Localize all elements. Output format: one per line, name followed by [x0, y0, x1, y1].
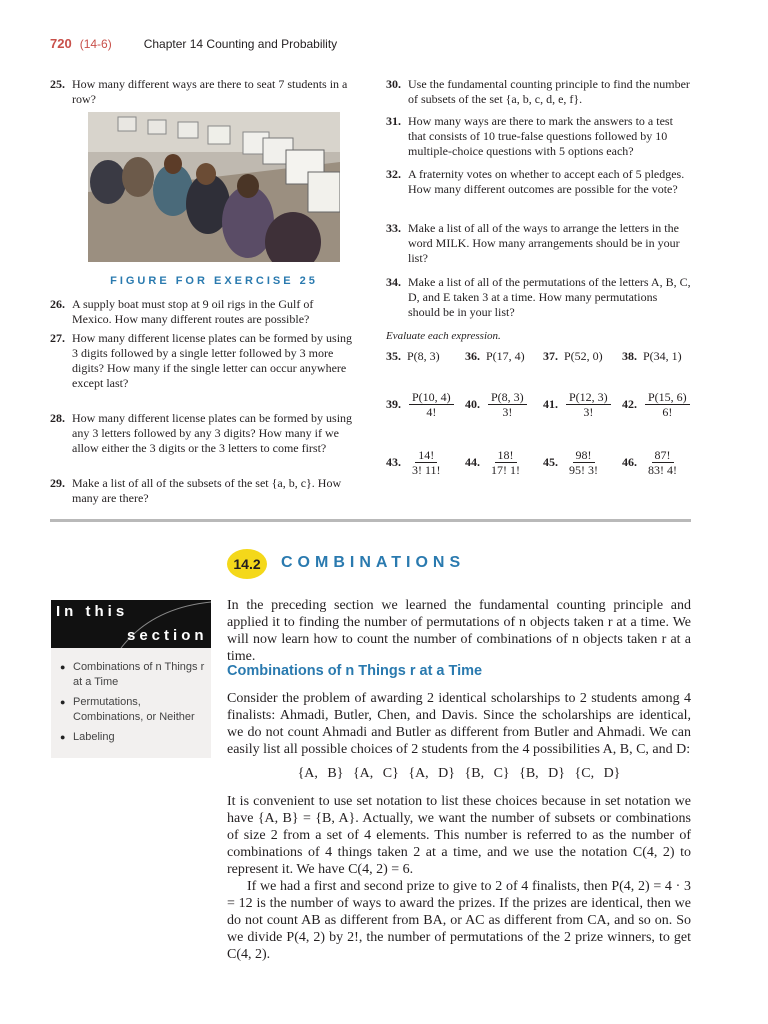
exercise-number: 32. [386, 167, 401, 181]
exercise-number: 33. [386, 221, 401, 235]
exercise-34 [386, 275, 691, 320]
numerator: P(8, 3) [488, 390, 527, 405]
exercise-number: 35. [386, 349, 401, 363]
fraction [488, 390, 527, 419]
denominator: 95! 3! [569, 463, 598, 477]
fraction [409, 448, 444, 477]
exercise-expr: P(8, 3) [407, 349, 440, 363]
section-title: COMBINATIONS [281, 554, 466, 571]
fraction [566, 448, 601, 477]
exercise-number: 41. [543, 397, 558, 411]
exercise-text: Make a list of all of the subsets of the set {a, b, c}. How many are there? [72, 476, 342, 505]
exercise-45 [543, 448, 601, 477]
exercise-44 [465, 448, 523, 477]
exercise-text: How many different ways are there to seat 7 students in a row? [72, 77, 348, 106]
exercise-text: A supply boat must stop at 9 oil rigs in the Gulf of Mexico. How many different routes are possible? [72, 297, 314, 326]
list-item[interactable]: ● Permutations, Combinations, or Neither [60, 695, 205, 725]
chapter-title: Chapter 14 Counting and Probability [143, 37, 338, 51]
numerator: P(10, 4) [409, 390, 454, 405]
exercise-number: 37. [543, 349, 558, 363]
in-this-section-list [60, 660, 205, 750]
fraction [566, 390, 611, 419]
exercise-number: 43. [386, 455, 401, 469]
numerator: 14! [415, 448, 437, 463]
exercise-29 [50, 476, 354, 506]
exercise-35 [386, 349, 440, 364]
list-item[interactable]: ● Labeling [60, 730, 205, 745]
exercise-43 [386, 448, 444, 477]
denominator: 6! [662, 405, 673, 419]
exercise-number: 30. [386, 77, 401, 91]
numerator: P(12, 3) [566, 390, 611, 405]
exercise-36 [465, 349, 525, 364]
exercise-number: 29. [50, 476, 65, 490]
exercise-number: 26. [50, 297, 65, 311]
exercise-25 [50, 77, 354, 107]
exercise-expr: P(17, 4) [486, 349, 525, 363]
exercise-27 [50, 331, 354, 391]
running-header [50, 36, 337, 51]
exercise-26 [50, 297, 354, 327]
list-item[interactable]: ● Combinations of n Things r at a Time [60, 660, 205, 690]
subheading: Combinations of n Things r at a Time [227, 663, 483, 679]
intro-paragraph: In the preceding section we learned the fundamental counting principle and applied it to finding the number of permutations of n objects taken r at a time. We will now learn how to count the number of combinations of n objects taken r at a time. [227, 598, 691, 664]
exercise-expr: P(34, 1) [643, 349, 682, 363]
figure-caption: FIGURE FOR EXERCISE 25 [110, 275, 318, 287]
exercise-number: 44. [465, 455, 480, 469]
exercise-37 [543, 349, 603, 364]
section-badge: 14.2 [227, 549, 267, 579]
exercise-number: 40. [465, 397, 480, 411]
exercise-number: 25. [50, 77, 65, 91]
exercise-text: Make a list of all of the permutations of the letters A, B, C, D, and E taken 3 at a time. How many permutations should be in your list? [408, 275, 691, 319]
exercise-number: 42. [622, 397, 637, 411]
exercise-text: Use the fundamental counting principle to find the number of subsets of the set {a, b, c, d, e, f}. [408, 77, 690, 106]
denominator: 3! [502, 405, 513, 419]
exercise-number: 46. [622, 455, 637, 469]
exercise-number: 27. [50, 331, 65, 345]
exercise-46 [622, 448, 680, 477]
paragraph-2: It is convenient to use set notation to list these choices because in set notation we have {A, B} = {B, A}. Actually, we want the number of subsets or combinations of size 2 from a set of 4 elements. This number is referred to as the number of combinations of 4 things taken 2 at a time, and we use the notation C(4, 2) to represent it. We have C(4, 2) = 6. [227, 794, 691, 877]
exercise-number: 45. [543, 455, 558, 469]
fraction [488, 448, 523, 477]
exercise-32 [386, 167, 691, 197]
exercise-40 [465, 390, 527, 419]
exercise-28 [50, 411, 354, 456]
exercise-number: 36. [465, 349, 480, 363]
paragraph-1: Consider the problem of awarding 2 identical scholarships to 2 students among 4 finalists: Ahmadi, Butler, Chen, and Davis. Since the scholarships are identical, we do not count Ahmadi and Butler as different from Butler and Ahmadi. We can easily list all possible choices of 2 students from the 4 possibilities A, B, C, and D: [227, 691, 691, 757]
numerator: 18! [495, 448, 517, 463]
classroom-image [88, 112, 340, 262]
exercise-text: A fraternity votes on whether to accept each of 5 pledges. How many different outcomes are possible for the vote? [408, 167, 685, 196]
exercise-text: How many different license plates can be formed by using 3 digits followed by a single letter followed by 3 more digits? How many if the single letter can occur anywhere except last? [72, 331, 353, 390]
denominator: 3! [583, 405, 594, 419]
exercise-33 [386, 221, 691, 266]
exercise-number: 39. [386, 397, 401, 411]
exercise-30 [386, 77, 691, 107]
sets-line: {A, B} {A, C} {A, D} {B, C} {B, D} {C, D} [297, 766, 621, 781]
denominator: 83! 4! [648, 463, 677, 477]
page-number: 720 [50, 36, 72, 51]
exercise-text: How many ways are there to mark the answers to a test that consists of 10 true-false questions followed by 10 multiple-choice questions with 5 options each? [408, 114, 673, 158]
exercise-expr: P(52, 0) [564, 349, 603, 363]
exercise-number: 28. [50, 411, 65, 425]
fraction [645, 448, 680, 477]
exercise-text: How many different license plates can be formed by using any 3 letters followed by any 3 digits? How many if we allow either the 3 digits or the 3 letters to come first? [72, 411, 353, 455]
section-label: section [127, 627, 208, 644]
exercise-39 [386, 390, 454, 419]
exercise-number: 38. [622, 349, 637, 363]
denominator: 4! [426, 405, 437, 419]
exercise-text: Make a list of all of the ways to arrange the letters in the word MILK. How many arrangements should be in your list? [408, 221, 680, 265]
fraction [409, 390, 454, 419]
exercise-number: 34. [386, 275, 401, 289]
evaluate-heading: Evaluate each expression. [386, 330, 501, 342]
denominator: 17! 1! [491, 463, 520, 477]
exercise-31 [386, 114, 691, 159]
paragraph-3: If we had a first and second prize to give to 2 of 4 finalists, then P(4, 2) = 4 · 3 = 12 is the number of ways to award the prizes. If the prizes are identical, then we do not count AB as different from BA, or AC as different from CA, and so on. So we divide P(4, 2) by 2!, the number of permutations of the 2 prize winners, to get C(4, 2). [227, 879, 691, 962]
section-divider [50, 519, 691, 522]
exercise-number: 31. [386, 114, 401, 128]
numerator: P(15, 6) [645, 390, 690, 405]
exercise-41 [543, 390, 611, 419]
exercise-38 [622, 349, 682, 364]
classroom-photo [88, 112, 340, 262]
in-this-label: In this [56, 603, 129, 620]
numerator: 98! [573, 448, 595, 463]
fraction [645, 390, 690, 419]
denominator: 3! 11! [412, 463, 441, 477]
exercise-42 [622, 390, 690, 419]
numerator: 87! [652, 448, 674, 463]
section-code: (14-6) [79, 37, 112, 51]
